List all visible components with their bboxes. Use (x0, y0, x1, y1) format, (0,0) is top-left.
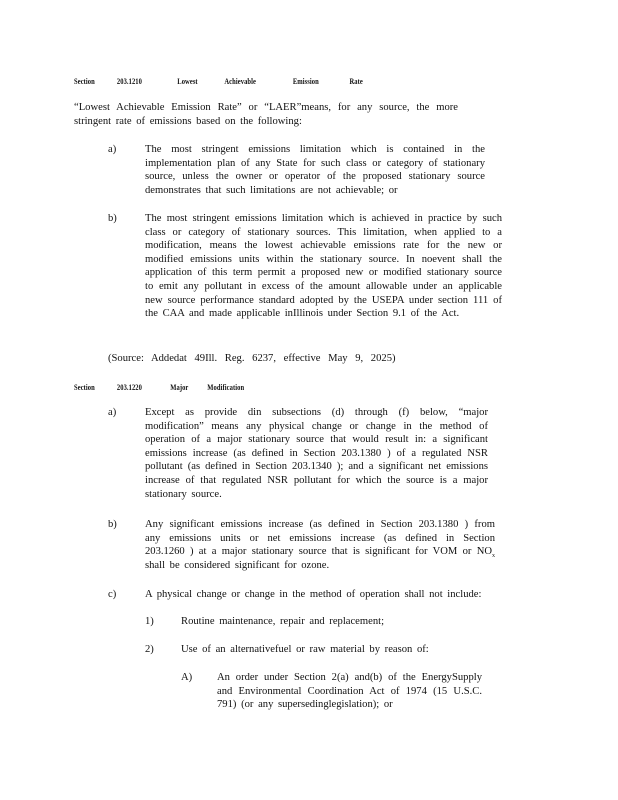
section-title-word: Emission (292, 77, 319, 86)
source-note: (Source: Addedat 49Ill. Reg. 6237, effective May 9, 2025) (108, 353, 396, 364)
major-mod-item-a-text: Except as provide din subsections (d) through (f) below, “major modification” means any physical change or change in the method of operation of a major stationary source that would result in: a significant emissions increase (as defined in Section 203.1380 ) of a regulated NSR pollutant (as defined in Section 203.1340 ); and a significant net emissions increase of that regulated NSR pollutant for which the source is a major stationary source. (145, 407, 488, 500)
item-b-text-before: Any significant emissions increase (as defined in Section 203.1380 ) from any emissions units or net emissions increase (as defined in Section 203.1260 ) at a major stationary source that is significant for VOM or NO (145, 519, 495, 558)
item-marker-a: a) (108, 407, 117, 418)
subsubitem-marker-a: A) (181, 672, 193, 683)
laer-item-a-text: The most stringent emissions limitation which is contained in the implementation plan of any State for such class or category of stationary source, unless the owner or operator of the proposed stationary source demonstrates that such limitations are not achievable; or (145, 144, 485, 196)
item-marker-a: a) (108, 144, 117, 155)
section-heading-203-1220 (74, 381, 244, 395)
item-marker-c: c) (108, 589, 117, 600)
laer-intro-line-1: “Lowest Achievable Emission Rate” or “LAER”means, for any source, the more (74, 102, 458, 113)
section-label: Section (74, 383, 95, 392)
section-heading-203-1210 (74, 75, 363, 89)
section-title-word: Rate (349, 77, 363, 86)
section-title-word: Modification (207, 383, 245, 392)
major-mod-item-c-text: A physical change or change in the method of operation shall not include: (145, 589, 482, 600)
subitem-marker-2: 2) (145, 644, 154, 655)
nox-subscript: x (492, 553, 495, 560)
section-title-word: Lowest (177, 77, 198, 86)
subitem-1-text: Routine maintenance, repair and replacement; (181, 616, 385, 627)
laer-intro-line-2: stringent rate of emissions based on the following: (74, 116, 302, 127)
laer-item-b-text: The most stringent emissions limitation which is achieved in practice by such class or category of stationary sources. This limitation, when applied to a modification, means the lowest achievable emissions rate for the new or modified emissions units within the stationary source. In noevent shall the application of this term permit a proposed new or modified stationary source to emit any pollutant in excess of the amount allowable under an applicable new source performance standard adopted by the USEPA under section 111 of the CAA and made applicable inIllinois under Section 9.1 of the Act. (145, 213, 502, 320)
section-number: 203.1210 (116, 77, 143, 86)
section-label: Section (74, 77, 95, 86)
major-mod-item-b-text (145, 518, 495, 572)
section-title-word: Achievable (224, 77, 256, 86)
item-b-text-after: shall be considered significant for ozone. (145, 559, 330, 571)
item-marker-b: b) (108, 519, 117, 530)
subitem-2-text: Use of an alternativefuel or raw material by reason of: (181, 644, 429, 655)
subsubitem-a-text: An order under Section 2(a) and(b) of the EnergySupply and Environmental Coordination Act of 1974 (15 U.S.C. 791) (or any supersedinglegislation); or (217, 672, 482, 711)
item-marker-b: b) (108, 213, 117, 224)
section-number: 203.1220 (116, 383, 143, 392)
section-title-word: Major (170, 383, 189, 392)
subitem-marker-1: 1) (145, 616, 154, 627)
